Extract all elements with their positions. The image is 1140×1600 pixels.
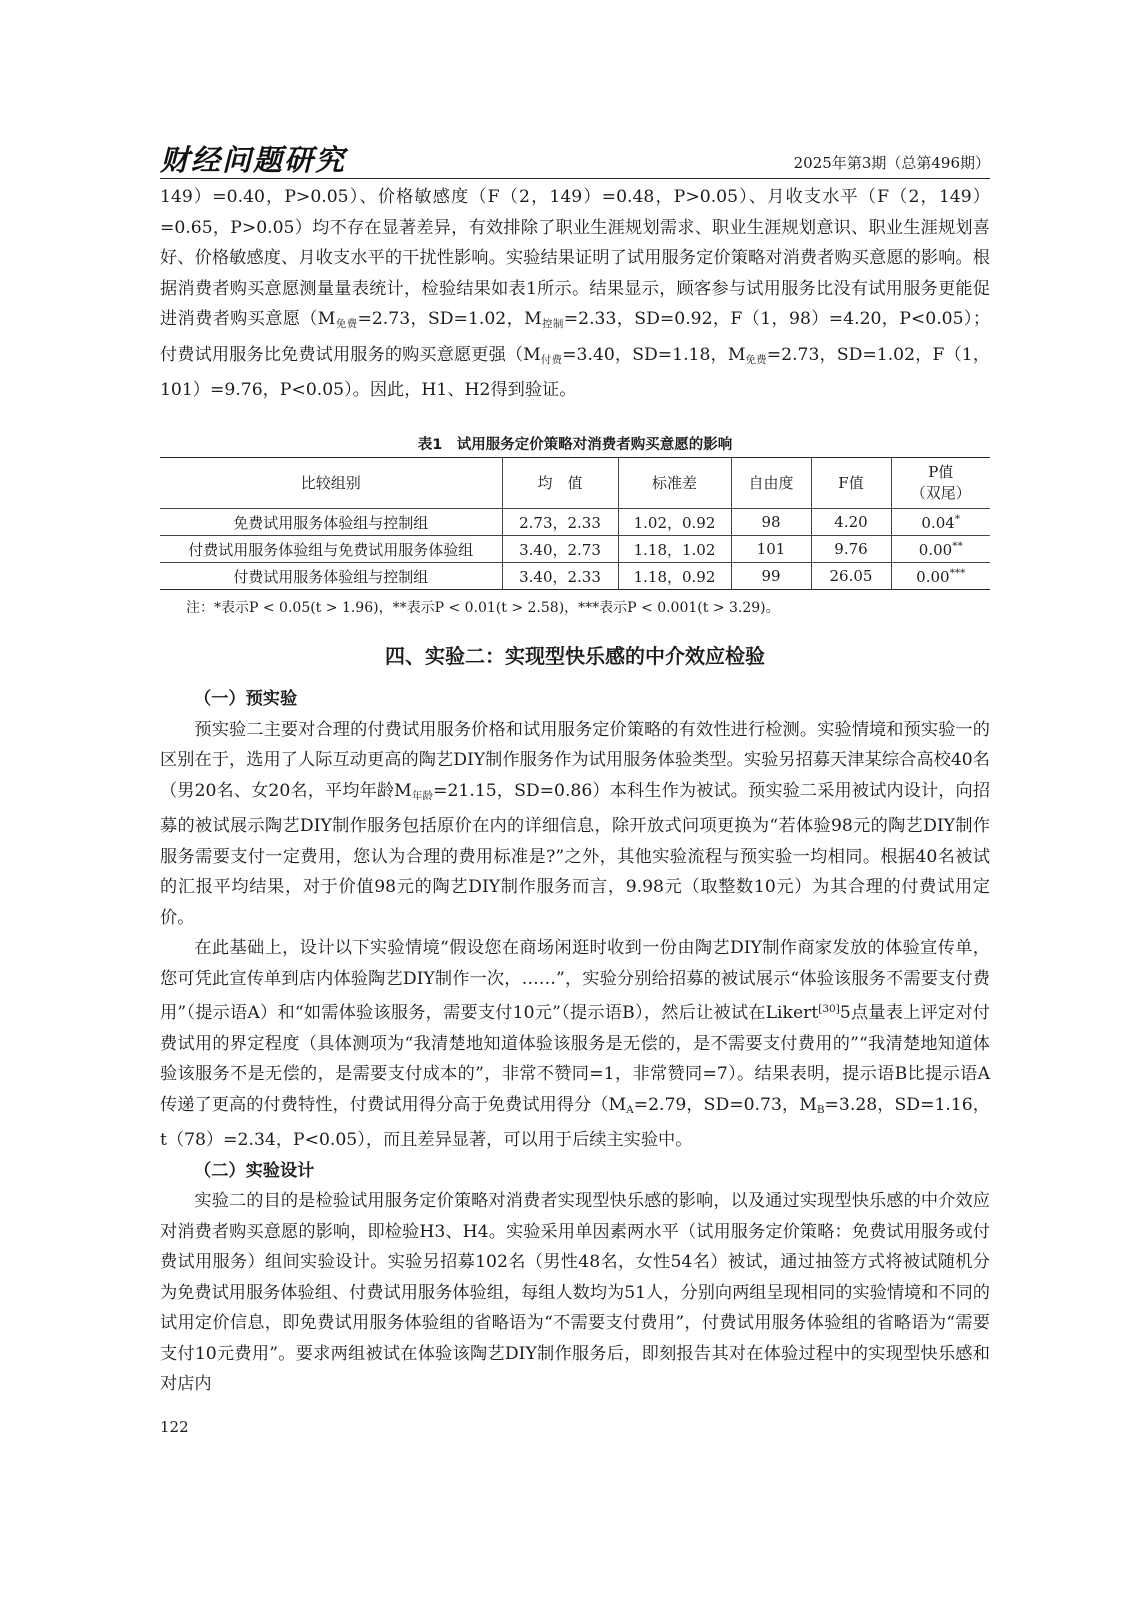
- journal-logo: 财经问题研究: [160, 143, 347, 177]
- body-paragraph: 实验二的目的是检验试用服务定价策略对消费者实现型快乐感的影响，以及通过实现型快乐感的中介效应对消费者购买意愿的影响，即检验H3、H4。实验采用单因素两水平（试用服务定价策略：免费试用服务或付费试用服务）组间实验设计。实验另招募102名（男性48名，女性54名）被试，通过抽签方式将被试随机分为免费试用服务体验组、付费试用服务体验组，每组人数均为51人，分别向两组呈现相同的实验情境和不同的试用定价信息，即免费试用服务体验组的省略语为“不需要支付费用”，付费试用服务体验组的省略语为“需要支付10元费用”。要求两组被试在体验该陶艺DIY制作服务后，即刻报告其对在体验过程中的实现型快乐感和对店内: [160, 1191, 990, 1394]
- header-df: 自由度: [731, 458, 811, 509]
- header-p: P值 （双尾）: [891, 458, 990, 509]
- table-row: [160, 509, 990, 536]
- cell-group: 付费试用服务体验组与控制组: [160, 563, 502, 590]
- cell-mean: 3.40，2.73: [502, 536, 618, 563]
- cell-f: 4.20: [811, 509, 891, 536]
- cell-p: 0.00***: [891, 563, 990, 590]
- subsection-heading: （二）实验设计: [194, 1160, 315, 1181]
- cell-df: 98: [731, 509, 811, 536]
- cell-sd: 1.18，0.92: [618, 563, 731, 590]
- page-number: 122: [160, 1418, 189, 1436]
- table-row: [160, 563, 990, 590]
- citation-ref: [30]: [818, 1003, 840, 1015]
- cell-group: 免费试用服务体验组与控制组: [160, 509, 502, 536]
- results-table: [160, 457, 990, 590]
- page-header: [160, 138, 990, 178]
- results-paragraph: 149）=0.40，P>0.05）、价格敏感度（F（2，149）=0.48，P>0.05）、月收支水平（F（2，149）=0.65，P>0.05）均不存在显著差异，有效排除了职业生涯规划需求、职业生涯规划意识、职业生涯规划喜好、价格敏感度、月收支水平的干扰性影响。实验结果证明了试用服务定价策略对消费者购买意愿的影响。根据消费者购买意愿测量量表统计，检验结果如表1所示。结果显示，顾客参与试用服务比没有试用服务更能促进消费者购买意愿（$M_{免费}=2.73$，SD=1.02，$M_{控制}=2.33$，SD=0.92，F（1，98）=4.20，P<0.05）；付费试用服务比免费试用服务的购买意愿更强（$M_{付费}=3.40$，SD=1.18，$M_{免费}=2.73$，SD=1.02，F（1，101）=9.76，P<0.05）。因此，H1、H2得到验证。: [160, 187, 991, 400]
- cell-sd: 1.02，0.92: [618, 509, 731, 536]
- cell-sd: 1.18，1.02: [618, 536, 731, 563]
- table-caption: 表1 试用服务定价策略对消费者购买意愿的影响: [417, 437, 733, 453]
- table-note: 注：*表示P < 0.05(t > 1.96)，**表示P < 0.01(t > 2.58)，***表示P < 0.001(t > 3.29)。: [186, 600, 780, 616]
- body-paragraph: 预实验二主要对合理的付费试用服务价格和试用服务定价策略的有效性进行检测。实验情境和预实验一的区别在于，选用了人际互动更高的陶艺DIY制作服务作为试用服务体验类型。实验另招募天津某综合高校40名（男20名、女20名，平均年龄$M_{年龄}=21.15$，SD=0.86）本科生作为被试。预实验二采用被试内设计，向招募的被试展示陶艺DIY制作服务包括原价在内的详细信息，除开放式问项更换为“若体验98元的陶艺DIY制作服务需要支付一定费用，您认为合理的费用标准是?”之外，其他实验流程与预实验一均相同。根据40名被试的汇报平均结果，对于价值98元的陶艺DIY制作服务而言，9.98元（取整数10元）为其合理的付费试用定价。: [160, 719, 991, 928]
- cell-p: 0.00**: [891, 536, 990, 563]
- section-title: 四、实验二：实现型快乐感的中介效应检验: [385, 644, 765, 668]
- cell-p: 0.04*: [891, 509, 990, 536]
- subsection-heading: （一）预实验: [194, 689, 298, 709]
- header-sd: 标准差: [618, 458, 731, 509]
- cell-group: 付费试用服务体验组与免费试用服务体验组: [160, 536, 502, 563]
- cell-mean: 3.40，2.33: [502, 563, 618, 590]
- results-paragraph-block: [160, 182, 990, 406]
- section-body: [160, 684, 990, 1400]
- table-row: [160, 536, 990, 563]
- issue-info: 2025年第3期（总第496期）: [793, 154, 990, 172]
- body-paragraph: 在此基础上，设计以下实验情境“假设您在商场闲逛时收到一份由陶艺DIY制作商家发放的体验宣传单，您可凭此宣传单到店内体验陶艺DIY制作一次，……”，实验分别给招募的被试展示“体验该服务不需要支付费用”（提示语A）和“如需体验该服务，需要支付10元”（提示语B），然后让被试在Likert[30]5点量表上评定对付费试用的界定程度（具体测项为“我清楚地知道体验该服务是无偿的，是不需要支付费用的”“我清楚地知道体验该服务不是无偿的，是需要支付成本的”，非常不赞同=1，非常赞同=7）。结果表明，提示语B比提示语A传递了更高的付费特性，付费试用得分高于免费试用得分（$M_A=2.79$，SD=0.73，$M_B=3.28$，SD=1.16，t（78）=2.34，P<0.05），而且差异显著，可以用于后续主实验中。: [160, 938, 990, 1150]
- header-f: F值: [811, 458, 891, 509]
- cell-df: 101: [731, 536, 811, 563]
- header-mean: 均 值: [502, 458, 618, 509]
- table-header-row: [160, 458, 990, 509]
- cell-f: 9.76: [811, 536, 891, 563]
- header-rule: [160, 178, 990, 179]
- header-group: 比较组别: [300, 473, 361, 492]
- cell-f: 26.05: [811, 563, 891, 590]
- cell-df: 99: [731, 563, 811, 590]
- cell-mean: 2.73，2.33: [502, 509, 618, 536]
